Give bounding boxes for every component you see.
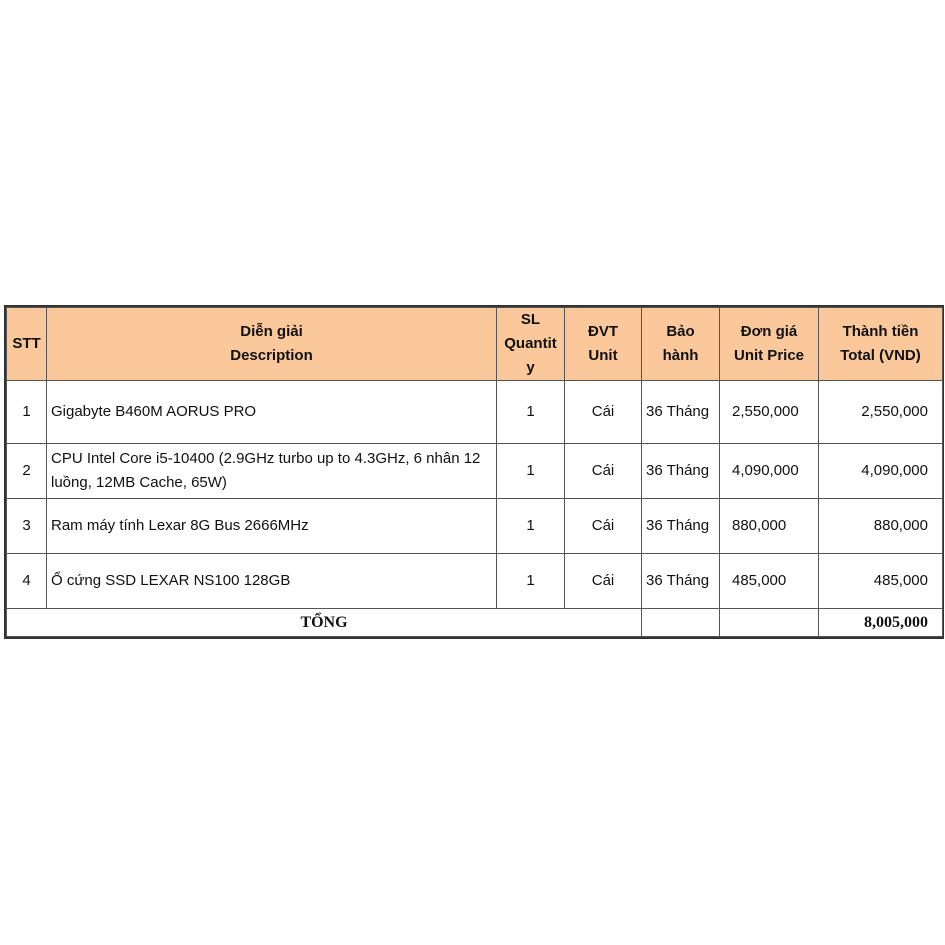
cell-unit-price: 485,000 <box>720 554 819 609</box>
cell-unit: Cái <box>565 381 642 444</box>
cell-warranty: 36 Tháng <box>642 381 720 444</box>
cell-warranty: 36 Tháng <box>642 499 720 554</box>
cell-stt: 3 <box>7 499 47 554</box>
header-unit <box>565 308 642 381</box>
grand-total: 8,005,000 <box>819 609 943 637</box>
header-unit-price <box>720 308 819 381</box>
cell-quantity: 1 <box>497 499 565 554</box>
header-quantity <box>497 308 565 381</box>
table-row <box>7 381 943 444</box>
cell-total: 880,000 <box>819 499 943 554</box>
total-label: TỔNG <box>7 609 642 637</box>
quotation-table <box>6 307 943 637</box>
header-description-vi: Diễn giải <box>240 323 303 340</box>
header-total-line2: Total (VND) <box>840 347 921 364</box>
cell-unit-price: 2,550,000 <box>720 381 819 444</box>
cell-total: 2,550,000 <box>819 381 943 444</box>
table-row <box>7 499 943 554</box>
cell-unit: Cái <box>565 499 642 554</box>
header-stt: STT <box>7 308 47 381</box>
cell-unit: Cái <box>565 444 642 499</box>
cell-unit-price: 880,000 <box>720 499 819 554</box>
cell-quantity: 1 <box>497 381 565 444</box>
cell-warranty: 36 Tháng <box>642 554 720 609</box>
header-unit-price-line2: Unit Price <box>733 347 805 364</box>
table-row <box>7 554 943 609</box>
header-description-en: Description <box>230 347 313 364</box>
cell-stt: 4 <box>7 554 47 609</box>
header-unit-price-line1: Đơn giá <box>740 323 798 340</box>
cell-description: Ram máy tính Lexar 8G Bus 2666MHz <box>47 499 497 554</box>
header-total <box>819 308 943 381</box>
cell-warranty: 36 Tháng <box>642 444 720 499</box>
header-quantity-line2: Quantit <box>504 335 557 352</box>
cell-total: 485,000 <box>819 554 943 609</box>
header-quantity-line1: SL <box>520 311 541 328</box>
cell-description: Ổ cứng SSD LEXAR NS100 128GB <box>47 554 497 609</box>
table-row <box>7 444 943 499</box>
header-total-line1: Thành tiền <box>842 323 919 340</box>
cell-unit: Cái <box>565 554 642 609</box>
header-quantity-line3: y <box>526 359 535 376</box>
cell-total: 4,090,000 <box>819 444 943 499</box>
cell-quantity: 1 <box>497 554 565 609</box>
cell-stt: 2 <box>7 444 47 499</box>
header-unit-line2: Unit <box>588 347 618 364</box>
header-warranty-line1: Bảo <box>666 323 695 340</box>
quotation-table-frame <box>4 305 944 639</box>
header-description <box>47 308 497 381</box>
cell-description: CPU Intel Core i5-10400 (2.9GHz turbo up to 4.3GHz, 6 nhân 12 luồng, 12MB Cache, 65W) <box>47 444 497 499</box>
header-warranty-line2: hành <box>662 347 699 364</box>
header-unit-line1: ĐVT <box>588 323 618 340</box>
total-empty-price <box>720 609 819 637</box>
header-warranty <box>642 308 720 381</box>
cell-stt: 1 <box>7 381 47 444</box>
total-empty-warranty <box>642 609 720 637</box>
cell-quantity: 1 <box>497 444 565 499</box>
total-row <box>7 609 943 637</box>
cell-unit-price: 4,090,000 <box>720 444 819 499</box>
table-header-row <box>7 308 943 381</box>
cell-description: Gigabyte B460M AORUS PRO <box>47 381 497 444</box>
